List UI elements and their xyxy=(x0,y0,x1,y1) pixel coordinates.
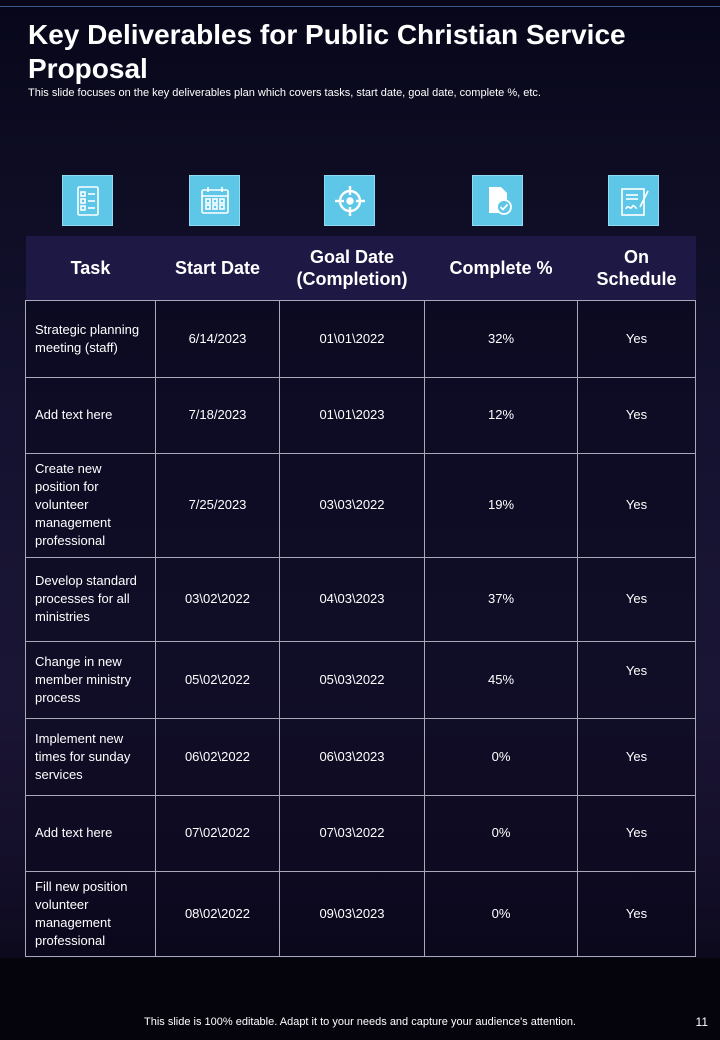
complete-cell: 45% xyxy=(425,641,578,718)
goal-date-cell: 06\03\2023 xyxy=(280,718,425,795)
complete-cell: 32% xyxy=(425,300,578,377)
on-schedule-cell: Yes xyxy=(578,641,696,718)
goal-date-cell: 09\03\2023 xyxy=(280,871,425,956)
table-row xyxy=(26,718,696,795)
start-date-cell: 08\02\2022 xyxy=(156,871,280,956)
complete-cell: 0% xyxy=(425,871,578,956)
table-row xyxy=(26,453,696,557)
table-row xyxy=(26,557,696,641)
complete-cell: 12% xyxy=(425,377,578,453)
header-on-schedule: On Schedule xyxy=(578,236,696,300)
task-cell: Create new position for volunteer management professional xyxy=(26,453,156,557)
goal-date-cell: 05\03\2022 xyxy=(280,641,425,718)
footer-note: This slide is 100% editable. Adapt it to your needs and capture your audience's attention. xyxy=(144,1016,576,1028)
target-icon xyxy=(324,175,375,226)
on-schedule-cell: Yes xyxy=(578,795,696,871)
goal-date-cell: 01\01\2023 xyxy=(280,377,425,453)
goal-date-cell: 01\01\2022 xyxy=(280,300,425,377)
header-start-date: Start Date xyxy=(156,236,280,300)
table-row xyxy=(26,377,696,453)
start-date-cell: 7/18/2023 xyxy=(156,377,280,453)
task-cell: Fill new position volunteer management professional xyxy=(26,871,156,956)
on-schedule-cell: Yes xyxy=(578,453,696,557)
slide-title: Key Deliverables for Public Christian Service Proposal xyxy=(28,19,626,84)
table-row xyxy=(26,300,696,377)
task-cell: Change in new member ministry process xyxy=(26,641,156,718)
goal-date-cell: 03\03\2022 xyxy=(280,453,425,557)
table-header-row xyxy=(26,236,696,300)
table-row xyxy=(26,641,696,718)
on-schedule-cell: Yes xyxy=(578,557,696,641)
start-date-cell: 6/14/2023 xyxy=(156,300,280,377)
document-check-icon xyxy=(472,175,523,226)
header-goal-date: Goal Date (Completion) xyxy=(280,236,425,300)
task-cell: Add text here xyxy=(26,377,156,453)
table-row xyxy=(26,871,696,956)
start-date-cell: 06\02\2022 xyxy=(156,718,280,795)
deliverables-table xyxy=(25,236,696,957)
slide-subtitle: This slide focuses on the key deliverables plan which covers tasks, start date, goal date, complete %, etc. xyxy=(28,87,541,99)
task-cell: Add text here xyxy=(26,795,156,871)
on-schedule-cell: Yes xyxy=(578,377,696,453)
complete-cell: 19% xyxy=(425,453,578,557)
calendar-icon xyxy=(189,175,240,226)
on-schedule-cell: Yes xyxy=(578,871,696,956)
task-cell: Implement new times for sunday services xyxy=(26,718,156,795)
goal-date-cell: 07\03\2022 xyxy=(280,795,425,871)
task-cell: Develop standard processes for all ministries xyxy=(26,557,156,641)
start-date-cell: 03\02\2022 xyxy=(156,557,280,641)
on-schedule-cell: Yes xyxy=(578,300,696,377)
start-date-cell: 07\02\2022 xyxy=(156,795,280,871)
checklist-icon xyxy=(62,175,113,226)
start-date-cell: 7/25/2023 xyxy=(156,453,280,557)
page-number: 11 xyxy=(695,1015,708,1029)
task-cell: Strategic planning meeting (staff) xyxy=(26,300,156,377)
complete-cell: 0% xyxy=(425,718,578,795)
header-task: Task xyxy=(26,236,156,300)
top-divider xyxy=(0,6,720,7)
goal-date-cell: 04\03\2023 xyxy=(280,557,425,641)
table-row xyxy=(26,795,696,871)
header-complete: Complete % xyxy=(425,236,578,300)
start-date-cell: 05\02\2022 xyxy=(156,641,280,718)
signed-document-icon xyxy=(608,175,659,226)
on-schedule-cell: Yes xyxy=(578,718,696,795)
complete-cell: 37% xyxy=(425,557,578,641)
complete-cell: 0% xyxy=(425,795,578,871)
